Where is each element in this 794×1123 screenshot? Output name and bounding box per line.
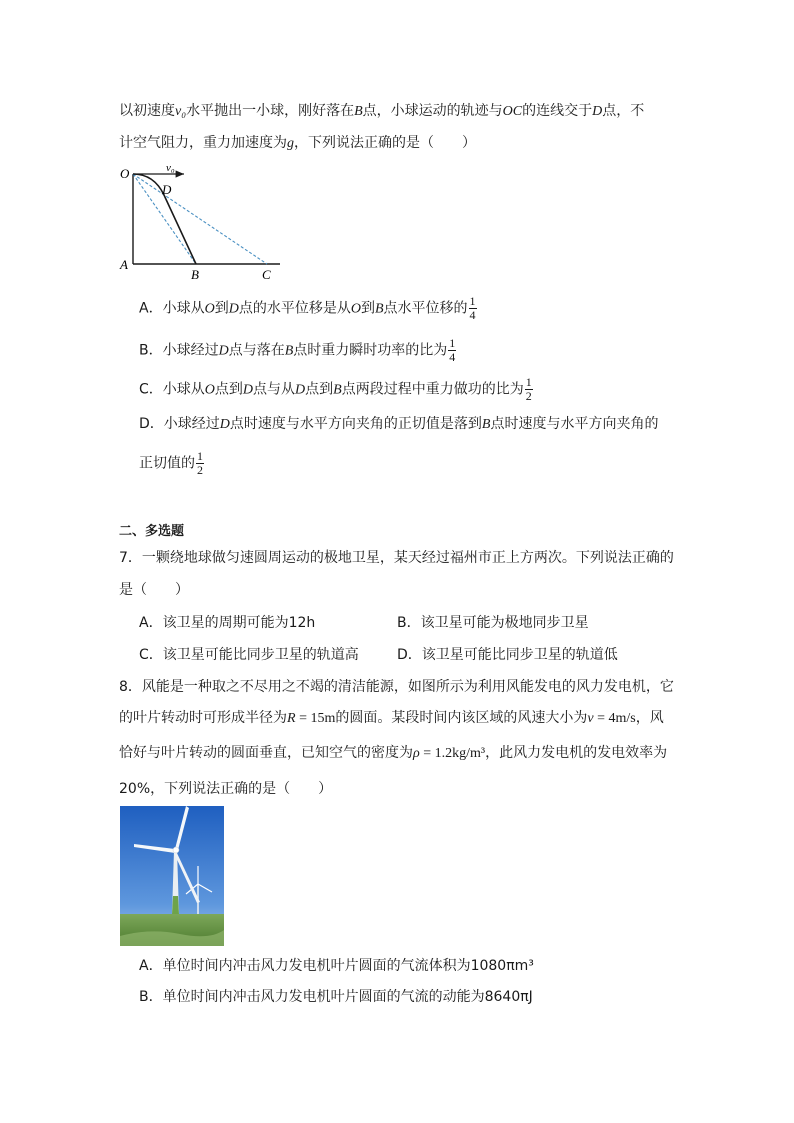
value-v: = 4m/s: [593, 711, 636, 726]
var-OC: OC: [502, 104, 523, 119]
q7-option-b[interactable]: B．该卫星可能为极地同步卫星: [397, 615, 589, 631]
value-rho: = 1.2kg/m³: [419, 746, 486, 761]
opt-text: 到: [214, 300, 229, 317]
label-O: O: [120, 166, 130, 181]
q8-stem-line2: [119, 708, 664, 729]
var-O: O: [204, 382, 215, 398]
dashed-OC: [133, 174, 267, 264]
fraction: [448, 337, 456, 364]
q6-option-b[interactable]: [139, 337, 456, 364]
var-D: D: [219, 417, 230, 432]
opt-text: 到: [360, 300, 375, 317]
opt-text: 点水平位移的: [383, 300, 468, 317]
frac-num: 1: [525, 375, 532, 389]
q6-stem-line2: [119, 133, 476, 154]
q7-option-c[interactable]: C．该卫星可能比同步卫星的轨道高: [139, 647, 359, 663]
stem-text: 水平抛出一小球，刚好落在: [186, 103, 355, 119]
opt-text: 点两段过程中重力做功的比为: [341, 381, 524, 398]
var-v0: v₀: [175, 104, 187, 119]
opt-text: 点与落在: [228, 342, 285, 359]
var-O: O: [204, 301, 215, 317]
stem-text: 点，小球运动的轨迹与: [362, 103, 503, 119]
var-D: D: [228, 301, 239, 317]
stem-text: 以初速度: [119, 103, 175, 119]
var-D: D: [295, 382, 306, 398]
value-R: = 15m: [295, 711, 336, 726]
opt-text: 点时速度与水平方向夹角的正切值是落到: [229, 416, 482, 432]
opt-text: 点的水平位移是从: [238, 300, 351, 317]
q6-option-d-line2[interactable]: [139, 450, 204, 477]
var-B: B: [284, 343, 294, 359]
stem-text: 计空气阻力，重力加速度为: [119, 135, 287, 151]
var-B: B: [481, 417, 491, 432]
opt-text: D．小球经过: [139, 416, 220, 432]
var-D: D: [242, 382, 254, 398]
q7-stem-line2: 是（ ）: [119, 582, 189, 598]
opt-text: B．小球经过: [139, 342, 219, 359]
opt-text: 点时重力瞬时功率的比为: [293, 342, 448, 359]
frac-num: 1: [469, 294, 476, 308]
q6-option-d[interactable]: [139, 414, 658, 435]
opt-text: 点到: [214, 381, 243, 398]
stem-text: 的叶片转动时可形成半径为: [119, 710, 287, 726]
frac-num: 1: [449, 336, 456, 350]
opt-text: 点到: [305, 381, 334, 398]
frac-den: 2: [197, 463, 203, 477]
var-D: D: [592, 104, 603, 119]
opt-text: C．小球从: [139, 381, 205, 398]
var-B: B: [333, 382, 342, 398]
q8-stem-line3: [119, 743, 667, 764]
fraction: [196, 450, 204, 477]
var-D: D: [218, 343, 229, 359]
frac-den: 2: [525, 389, 532, 403]
q6-option-a[interactable]: [139, 295, 477, 322]
label-B: B: [191, 267, 199, 280]
var-R: R: [287, 711, 296, 726]
label-v0: v₀: [166, 162, 175, 174]
q8-option-b[interactable]: B．单位时间内冲击风力发电机叶片圆面的气流的动能为8640πJ: [139, 989, 533, 1005]
opt-text: 点与从: [253, 381, 296, 398]
var-B: B: [374, 301, 384, 317]
projectile-diagram: [114, 158, 294, 280]
q8-option-a[interactable]: A．单位时间内冲击风力发电机叶片圆面的气流体积为1080πm³: [139, 958, 534, 974]
fraction: [525, 376, 533, 403]
q8-stem-line1: 8．风能是一种取之不尽用之不竭的清洁能源，如图所示为利用风能发电的风力发电机，它: [119, 679, 674, 695]
label-C: C: [262, 267, 271, 280]
stem-text: ，风: [635, 710, 664, 726]
q7-option-d[interactable]: D．该卫星可能比同步卫星的轨道低: [397, 647, 618, 663]
stem-text: ，下列说法正确的是（ ）: [294, 135, 476, 151]
stem-text: 的圆面。某段时间内该区域的风速大小为: [335, 710, 588, 726]
stem-text: 恰好与叶片转动的圆面垂直，已知空气的密度为: [119, 745, 413, 761]
q8-stem-line4: 20%，下列说法正确的是（ ）: [119, 781, 333, 797]
var-B: B: [354, 104, 363, 119]
frac-den: 4: [449, 350, 456, 364]
var-rho: ρ: [413, 746, 420, 761]
section-title: 二、多选题: [119, 524, 185, 539]
fraction: [469, 295, 477, 322]
var-v: v: [587, 711, 594, 726]
label-D: D: [162, 182, 172, 197]
frac-num: 1: [197, 449, 203, 463]
opt-text: 点时速度与水平方向夹角的: [490, 416, 659, 432]
q6-option-c[interactable]: [139, 376, 533, 403]
q7-stem-line1: 7．一颗绕地球做匀速圆周运动的极地卫星，某天经过福州市正上方两次。下列说法正确的: [119, 550, 674, 566]
frac-den: 4: [469, 308, 476, 322]
label-A: A: [120, 257, 128, 272]
stem-text: 点，不: [602, 103, 645, 119]
stem-text: ，此风力发电机的发电效率为: [485, 745, 668, 761]
opt-text: A．小球从: [139, 300, 205, 317]
stem-text: 的连线交于: [522, 103, 593, 119]
var-O: O: [350, 301, 361, 317]
opt-text: 正切值的: [139, 455, 195, 472]
q7-option-a[interactable]: A．该卫星的周期可能为12h: [139, 615, 316, 631]
q6-stem-line1: [119, 101, 644, 122]
wind-turbine-photo: [120, 806, 224, 946]
var-g: g: [287, 136, 294, 151]
